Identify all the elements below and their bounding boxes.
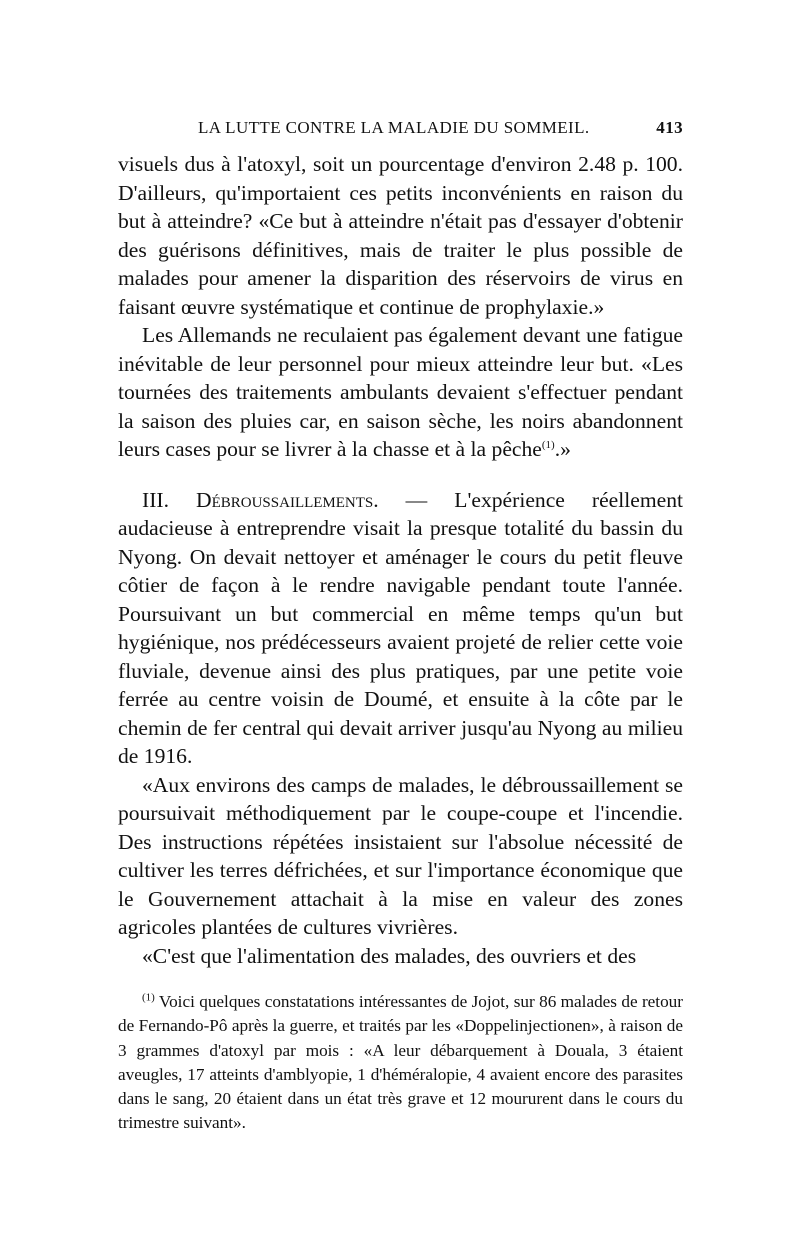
footnote-marker: (1) [142, 991, 155, 1004]
footnote-reference: (1) [541, 438, 555, 451]
page-number: 413 [656, 118, 683, 137]
footnote-block [118, 990, 683, 1136]
section-heading: Débroussaillements. [196, 487, 379, 512]
paragraph-continuation: visuels dus à l'atoxyl, soit un pourcentage d'environ 2.48 p. 100. D'ailleurs, qu'importaient ces petits inconvénients en raison du but à atteindre? «Ce but à atteindre n'était pas d'essayer d'obtenir des guérisons définitives, mais de traiter le plus possible de malades pour amener la disparition des réservoirs de virus en faisant œuvre systématique et continue de prophylaxie.» [118, 152, 683, 319]
main-text [118, 150, 683, 970]
section-paragraph-text: — L'expérience réellement audacieuse à entreprendre visait la presque totalité du bassin du Nyong. On devait nettoyer et aménager le cours du petit fleuve côtier de façon à le rendre navigable pendant toute l'année. Poursuivant un but commercial en même temps qu'un but hygiénique, nos prédécesseurs avaient projeté de relier cette voie fluviale, devenue ainsi des plus pratiques, par une petite voie ferrée au centre voisin de Doumé, et ensuite à la côte par le chemin de fer central qui devait arriver jusqu'au Nyong au milieu de 1916. [118, 487, 683, 768]
footnote [118, 990, 683, 1136]
section-debroussaillements [118, 486, 683, 771]
section-number: III. [142, 487, 169, 512]
footnote-text: Voici quelques constatations intéressantes de Jojot, sur 86 malades de retour de Fernando-Pô après la guerre, et traités par les «Doppelinjectionen», à raison de 3 grammes d'atoxyl par mois : «A leur débarquement à Douala, 3 étaient aveugles, 17 atteints d'amblyopie, 1 d'héméralopie, 4 avaient encore des parasites dans le sang, 20 étaient dans un état très grave et 12 moururent dans le cours du trimestre suivant». [118, 992, 683, 1133]
paragraph-allemands-end: .» [554, 437, 571, 461]
page-header [118, 118, 683, 144]
paragraph-camps: «Aux environs des camps de malades, le débroussaillement se poursuivait méthodiquement par le coupe-coupe et l'incendie. Des instructions répétées insistaient sur l'absolue nécessité de cultiver les terres défrichées, et sur l'importance économique que le Gouvernement attachait à la mise en valeur des zones agricoles plantées de cultures vivrières. [118, 772, 683, 939]
running-title: LA LUTTE CONTRE LA MALADIE DU SOMMEIL. [198, 118, 590, 137]
paragraph-allemands [118, 321, 683, 464]
paragraph-allemands-text: Les Allemands ne reculaient pas également devant une fatigue inévitable de leur personnel pour mieux atteindre leur but. «Les tournées des traitements ambulants devaient s'effectuer pendant la saison des pluies car, en saison sèche, les noirs abandonnent leurs cases pour se livrer à la chasse et à la pêche [118, 323, 683, 461]
paragraph-alimentation: «C'est que l'alimentation des malades, des ouvriers et des [142, 943, 637, 968]
